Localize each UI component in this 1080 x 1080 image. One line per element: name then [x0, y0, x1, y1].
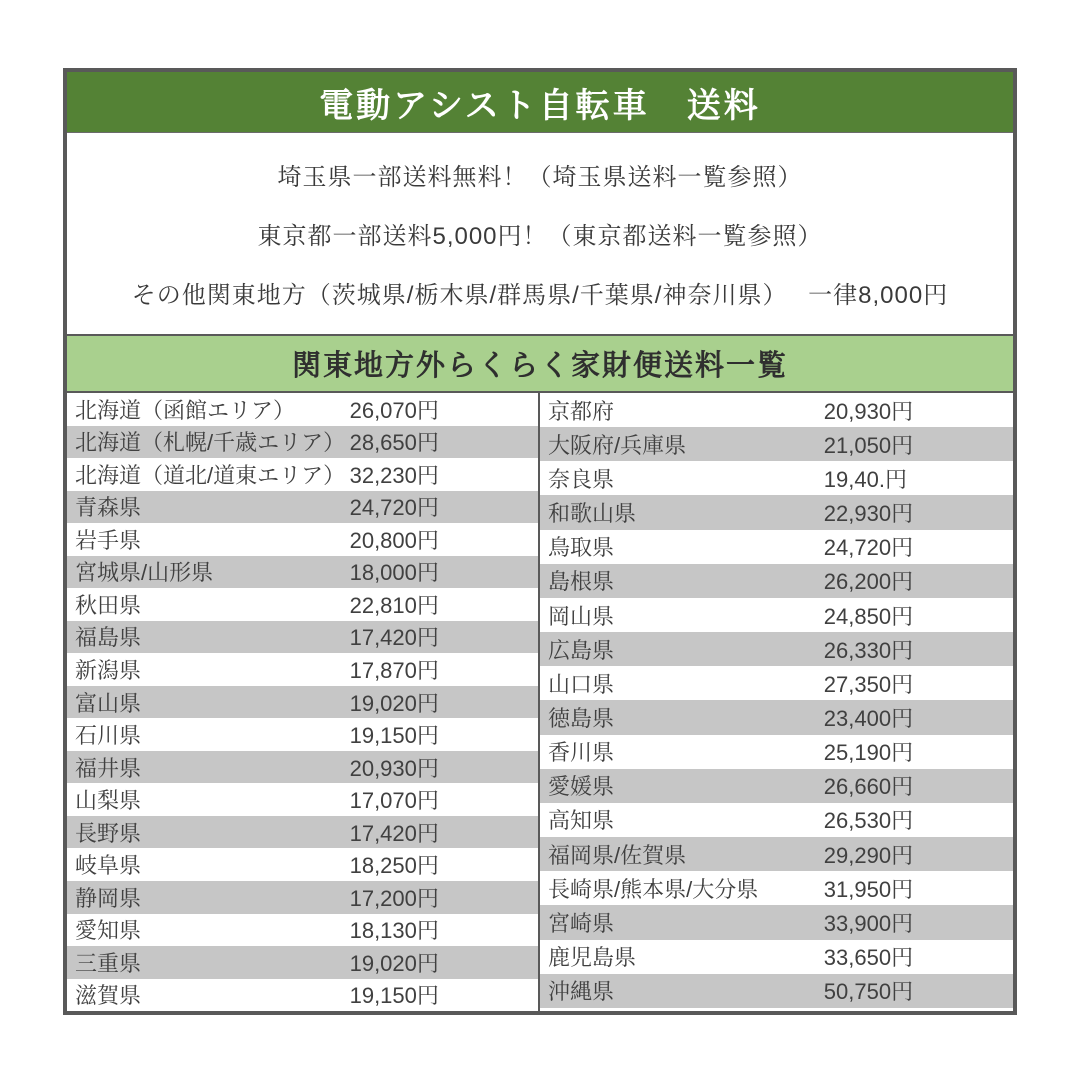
region-cell: 岐阜県 — [75, 853, 142, 879]
fee-cell: 19,020円 — [349, 690, 439, 716]
region-cell: 青森県 — [75, 495, 142, 521]
table-row — [67, 621, 538, 654]
region-cell: 富山県 — [75, 690, 142, 716]
fee-cell: 19,150円 — [349, 723, 439, 749]
table-row — [540, 700, 1013, 734]
region-cell: 沖縄県 — [548, 979, 615, 1005]
region-cell: 北海道（札幌/千歳エリア） — [75, 430, 346, 456]
region-cell: 京都府 — [548, 398, 615, 424]
region-cell: 愛知県 — [75, 918, 142, 944]
table-row — [67, 588, 538, 621]
shipping-fee-table — [67, 393, 1013, 1011]
region-cell: 山口県 — [548, 671, 615, 697]
fee-cell: 23,400円 — [823, 705, 914, 731]
fee-cell: 24,720円 — [349, 495, 439, 521]
region-cell: 長野県 — [75, 820, 142, 846]
fee-cell: 17,070円 — [349, 788, 439, 814]
table-row — [67, 491, 538, 524]
fee-cell: 22,930円 — [823, 501, 914, 527]
fee-cell: 18,130円 — [349, 918, 439, 944]
region-cell: 和歌山県 — [548, 501, 637, 527]
table-row — [67, 751, 538, 784]
region-cell: 福井県 — [75, 755, 142, 781]
fee-cell: 50,750円 — [823, 979, 914, 1005]
region-cell: 岩手県 — [75, 527, 142, 553]
fee-cell: 28,650円 — [349, 430, 439, 456]
region-cell: 宮城県/山形県 — [75, 560, 214, 586]
region-cell: 香川県 — [548, 740, 615, 766]
table-column-right — [540, 393, 1013, 1011]
fee-cell: 33,650円 — [823, 945, 914, 971]
table-row — [540, 427, 1013, 461]
fee-cell: 17,420円 — [349, 820, 439, 846]
fee-cell: 19,020円 — [349, 950, 439, 976]
fee-cell: 31,950円 — [823, 876, 914, 902]
region-cell: 鳥取県 — [548, 535, 615, 561]
table-row — [67, 816, 538, 849]
table-row — [67, 393, 538, 426]
fee-cell: 17,870円 — [349, 658, 439, 684]
table-row — [540, 974, 1013, 1008]
table-row — [67, 523, 538, 556]
table-row — [540, 803, 1013, 837]
fee-cell: 29,290円 — [823, 842, 914, 868]
table-row — [540, 735, 1013, 769]
region-cell: 奈良県 — [548, 466, 615, 492]
region-cell: 高知県 — [548, 808, 615, 834]
table-row — [67, 946, 538, 979]
fee-cell: 20,930円 — [823, 398, 914, 424]
table-row — [540, 871, 1013, 905]
notes-section — [67, 133, 1013, 334]
region-cell: 島根県 — [548, 569, 615, 595]
fee-cell: 26,070円 — [349, 397, 439, 423]
fee-cell: 33,900円 — [823, 910, 914, 936]
table-row — [540, 769, 1013, 803]
region-cell: 北海道（道北/道東エリア） — [75, 462, 346, 488]
region-cell: 宮崎県 — [548, 910, 615, 936]
table-row — [67, 686, 538, 719]
table-row — [540, 461, 1013, 495]
fee-cell: 26,660円 — [823, 774, 914, 800]
table-row — [67, 979, 538, 1012]
region-cell: 長崎県/熊本県/大分県 — [548, 876, 759, 902]
table-row — [540, 530, 1013, 564]
table-row — [67, 881, 538, 914]
table-column-left — [67, 393, 540, 1011]
fee-cell: 26,200円 — [823, 569, 914, 595]
region-cell: 三重県 — [75, 950, 142, 976]
shipping-info-sheet — [63, 68, 1017, 1015]
table-row — [67, 848, 538, 881]
fee-cell: 17,420円 — [349, 625, 439, 651]
region-cell: 大阪府/兵庫県 — [548, 432, 687, 458]
table-row — [540, 1008, 1013, 1011]
page-title: 電動アシスト自転車 送料 — [319, 86, 761, 125]
region-cell: 滋賀県 — [75, 983, 142, 1009]
fee-cell: 18,000円 — [349, 560, 439, 586]
fee-cell: 32,230円 — [349, 462, 439, 488]
note-other-kanto: その他関東地方（茨城県/栃木県/群馬県/千葉県/神奈川県） 一律8,000円 — [131, 282, 949, 309]
fee-cell: 27,350円 — [823, 671, 914, 697]
region-cell: 福岡県/佐賀県 — [548, 842, 687, 868]
region-cell: 岡山県 — [548, 603, 615, 629]
fee-cell: 26,330円 — [823, 637, 914, 663]
table-row — [67, 426, 538, 459]
region-cell: 石川県 — [75, 723, 142, 749]
table-row — [540, 837, 1013, 871]
table-row — [540, 905, 1013, 939]
table-row — [67, 783, 538, 816]
region-cell: 山梨県 — [75, 788, 142, 814]
region-cell: 北海道（函館エリア） — [75, 397, 296, 423]
fee-cell: 26,530円 — [823, 808, 914, 834]
fee-cell: 22,810円 — [349, 592, 439, 618]
region-cell: 広島県 — [548, 637, 615, 663]
fee-cell: 19,150円 — [349, 983, 439, 1009]
table-row — [67, 458, 538, 491]
fee-cell: 19,40.円 — [823, 466, 907, 492]
table-row — [540, 564, 1013, 598]
region-cell: 新潟県 — [75, 658, 142, 684]
table-row — [67, 718, 538, 751]
table-row — [540, 632, 1013, 666]
fee-cell: 18,250円 — [349, 853, 439, 879]
note-tokyo: 東京都一部送料5,000円！（東京都送料一覧参照） — [257, 223, 823, 250]
fee-cell: 17,200円 — [349, 885, 439, 911]
fee-cell: 25,190円 — [823, 740, 914, 766]
main-header-bar — [67, 72, 1013, 133]
table-row — [540, 940, 1013, 974]
table-row — [540, 666, 1013, 700]
region-cell: 福島県 — [75, 625, 142, 651]
fee-cell: 21,050円 — [823, 432, 914, 458]
region-cell: 静岡県 — [75, 885, 142, 911]
table-row — [67, 556, 538, 589]
fee-cell: 20,800円 — [349, 527, 439, 553]
table-row — [67, 653, 538, 686]
table-title: 関東地方外らくらく家財便送料一覧 — [291, 350, 788, 382]
region-cell: 鹿児島県 — [548, 945, 637, 971]
fee-cell: 24,850円 — [823, 603, 914, 629]
region-cell: 秋田県 — [75, 592, 142, 618]
region-cell: 愛媛県 — [548, 774, 615, 800]
fee-cell: 20,930円 — [349, 755, 439, 781]
table-row — [540, 393, 1013, 427]
table-row — [540, 495, 1013, 529]
fee-cell: 24,720円 — [823, 535, 914, 561]
table-row — [67, 914, 538, 947]
region-cell: 徳島県 — [548, 705, 615, 731]
table-row — [540, 598, 1013, 632]
table-header-bar — [67, 334, 1013, 393]
note-saitama: 埼玉県一部送料無料！（埼玉県送料一覧参照） — [277, 164, 803, 191]
